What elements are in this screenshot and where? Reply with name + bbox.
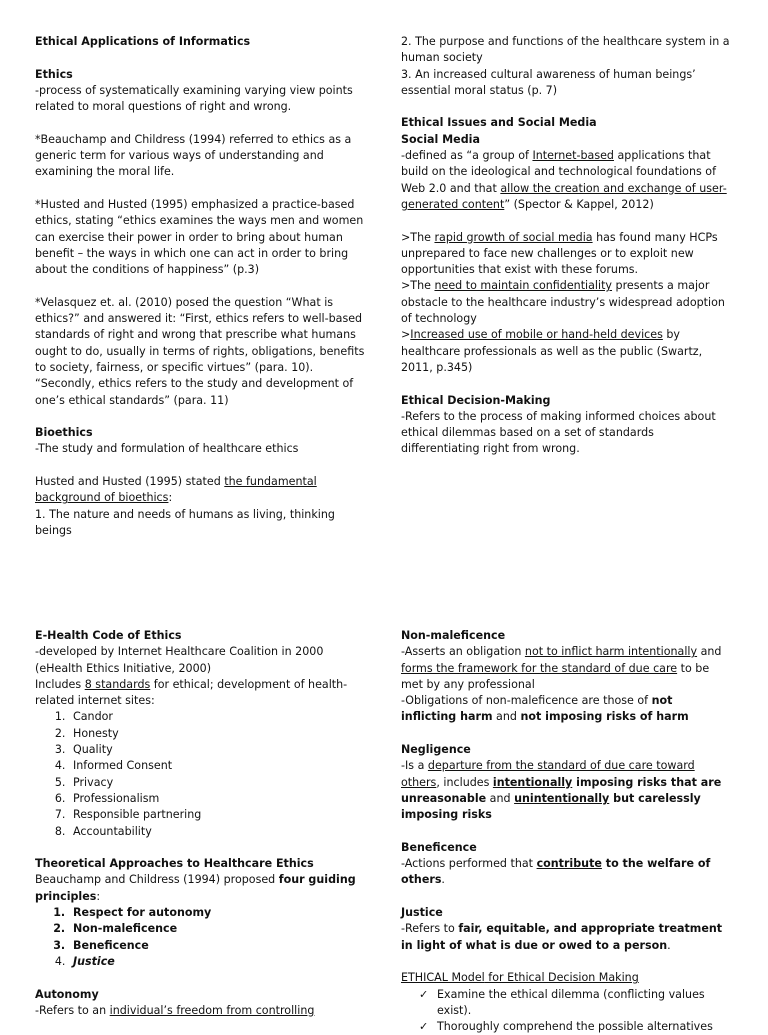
underlined-text: allow the creation and exchange of user-generated content (401, 181, 727, 211)
text-run: ” (Spector & Kappel, 2012) (504, 197, 654, 211)
text-run: -Asserts an obligation (401, 645, 525, 659)
page2-right-column (401, 628, 731, 1035)
page1-right-column (401, 34, 731, 458)
model-steps-list (401, 987, 731, 1035)
standards-list (35, 709, 365, 839)
text-run: has found many HCPs unprepared to face new challenges or to exploit new opportunities that exist with these forums. (401, 230, 718, 277)
underlined-text: Internet-based (532, 149, 614, 163)
husted-paragraph: *Husted and Husted (1995) emphasized a practice-based ethics, stating “ethics examines the ways men and women can exercise their power in order to bring about human benefit – the ways in which one can act in order to bring about the conditions of happiness” (p.3) (35, 197, 364, 277)
justice-definition (401, 921, 731, 954)
text-run: -Obligations of non-maleficence are those of (401, 694, 652, 708)
ehealth-developed: -developed by Internet Healthcare Coalition in 2000 (eHealth Ethics Initiative, 2000) (35, 645, 324, 675)
velasquez-paragraph: *Velasquez et. al. (2010) posed the question “What is ethics?” and answered it: “First, ethics refers to well-based standards of right and wrong that prescribe what humans ought to do, usually in terms of rights, obligations, benefits to society, fairness, or specific virtues” (para. 10). (35, 295, 365, 374)
text-run: -Is a (401, 759, 428, 773)
ethics-heading: Ethics (35, 67, 73, 81)
underlined-text: rapid growth of social media (434, 230, 593, 244)
list-item: 6. Professionalism (69, 791, 365, 807)
bold-italic-text: Justice (73, 954, 115, 968)
list-item: 1. Candor (69, 709, 365, 725)
principles-list (35, 905, 365, 970)
underlined-text: not to inflict harm intentionally (524, 645, 698, 659)
text-run: Includes (35, 677, 85, 691)
bold-text: not imposing risks of harm (520, 710, 689, 724)
decision-making-definition: -Refers to the process of making informed choices about ethical dilemmas based on a set of standards differentiating right from wrong. (401, 409, 716, 456)
checkmark-icon: ✓ (419, 1020, 429, 1034)
confidentiality-paragraph (401, 278, 731, 327)
list-item: 2. Honesty (69, 726, 365, 742)
text-run: : (168, 491, 173, 505)
underlined-text: forms the framework for the standard of due care (401, 661, 678, 675)
underlined-text: ETHICAL Model (401, 971, 485, 985)
bold-underlined-text: unintentionally (514, 791, 610, 805)
justice-heading: Justice (401, 906, 443, 920)
text-run: -Actions performed that (401, 857, 537, 871)
page1-left-column (35, 34, 365, 539)
list-item: 4. Informed Consent (69, 758, 365, 774)
list-item: 8. Accountability (69, 824, 365, 840)
text-run: . (441, 873, 445, 887)
numbered-item: 1. The nature and needs of humans as living, thinking beings (35, 507, 335, 537)
text-run: and (486, 791, 515, 805)
text-run: Thoroughly comprehend the possible alternatives (437, 1020, 713, 1034)
negligence-definition (401, 758, 731, 823)
list-item (419, 1019, 731, 1035)
list-item: 1. Respect for autonomy (69, 905, 365, 921)
numbered-item: 3. An increased cultural awareness of human beings’ essential moral status (p. 7) (401, 67, 696, 97)
bold-underlined-text: contribute (536, 857, 602, 871)
beneficence-definition (401, 856, 731, 889)
numbered-item: 2. The purpose and functions of the healthcare system in a human society (401, 35, 730, 65)
text-run: and (492, 710, 521, 724)
rapid-growth-paragraph (401, 230, 731, 279)
beneficence-heading: Beneficence (401, 840, 477, 854)
bioethics-definition: -The study and formulation of healthcare ethics (35, 442, 299, 456)
document-title: Ethical Applications of Informatics (35, 35, 251, 48)
theoretical-approaches-heading: Theoretical Approaches to Healthcare Ethics (35, 857, 314, 871)
social-media-heading: Social Media (401, 132, 480, 146)
page2-left-column (35, 628, 365, 1019)
bold-underlined-text: intentionally (492, 775, 573, 789)
underlined-text: 8 standards (84, 677, 151, 691)
negligence-heading: Negligence (401, 743, 471, 757)
ethics-definition: -process of systematically examining varying view points related to moral questions of right and wrong. (35, 83, 353, 114)
non-maleficence-heading: Non-maleficence (401, 629, 506, 642)
text-run: and (697, 645, 722, 659)
ethical-issues-heading: Ethical Issues and Social Media (401, 116, 597, 130)
checkmark-icon: ✓ (419, 987, 429, 1001)
social-media-definition (401, 148, 731, 213)
list-item: 3. Beneficence (69, 938, 365, 954)
text-run: : (96, 889, 101, 903)
list-item (69, 954, 365, 970)
bold-text: imposing risks that are unreasonable (401, 775, 722, 805)
autonomy-definition (35, 1003, 365, 1019)
underlined-text: need to maintain confidentiality (434, 279, 613, 293)
guiding-principles-intro (35, 872, 365, 905)
text-run: presents a major obstacle to the healthcare industry’s widespread adoption of technology (401, 279, 725, 326)
text-run: , includes (436, 775, 493, 789)
bold-text: not inflicting harm (401, 694, 673, 724)
underlined-text: for Ethical Decision Making (484, 971, 639, 985)
text-run: > (401, 328, 411, 342)
non-maleficence-definition (401, 644, 731, 693)
text-run: for ethical; development of health-related internet sites: (35, 677, 348, 708)
bold-text: fair, equitable, and appropriate treatment in light of what is due or owed to a person (401, 922, 723, 952)
non-maleficence-obligations (401, 693, 731, 726)
ehealth-heading: E-Health Code of Ethics (35, 629, 182, 642)
text-run: Husted and Husted (1995) stated (35, 475, 225, 489)
velasquez-second-paragraph: “Secondly, ethics refers to the study and development of one’s ethical standards” (para. 11) (35, 377, 354, 407)
underlined-text: Increased use of mobile or hand-held devices (410, 328, 663, 342)
husted-stated-paragraph (35, 474, 365, 507)
text-run: by healthcare professionals as well as the public (Swartz, 2011, p.345) (401, 328, 703, 374)
beauchamp-childress-paragraph: *Beauchamp and Childress (1994) referred to ethics as a generic term for various ways of understanding and examining the moral life. (35, 132, 352, 179)
text-run: Beauchamp and Childress (1994) proposed (35, 873, 279, 887)
text-run: >The (401, 230, 435, 244)
underlined-text: departure from the standard of due care toward others (401, 759, 695, 789)
text-run: to be met by any professional (401, 661, 710, 691)
underlined-text: individual’s freedom from controlling (109, 1003, 315, 1017)
text-run: -Refers to (401, 922, 459, 936)
decision-making-heading: Ethical Decision-Making (401, 393, 551, 407)
text-run: applications that build on the ideological and technological foundations of Web 2.0 and that (401, 149, 716, 195)
list-item: 5. Privacy (69, 775, 365, 791)
bold-text: to the welfare of others (401, 857, 711, 887)
ehealth-includes (35, 677, 365, 710)
text-run: >The (401, 279, 435, 293)
text-run: -Refers to an (35, 1003, 110, 1017)
autonomy-heading: Autonomy (35, 987, 99, 1001)
text-run: Examine the ethical dilemma (conflicting values exist). (437, 987, 705, 1017)
text-run: . (667, 938, 671, 952)
ethical-model-heading (401, 970, 731, 986)
list-item (419, 987, 731, 1020)
list-item: 2. Non-maleficence (69, 921, 365, 937)
list-item: 7. Responsible partnering (69, 807, 365, 823)
bold-text: but carelessly imposing risks (401, 791, 701, 822)
text-run: -defined as “a group of (401, 149, 533, 163)
mobile-devices-paragraph (401, 327, 731, 376)
bold-text: four guiding principles (35, 873, 356, 903)
bioethics-heading: Bioethics (35, 426, 93, 440)
list-item: 3. Quality (69, 742, 365, 758)
underlined-text: the fundamental background of bioethics (35, 475, 317, 505)
